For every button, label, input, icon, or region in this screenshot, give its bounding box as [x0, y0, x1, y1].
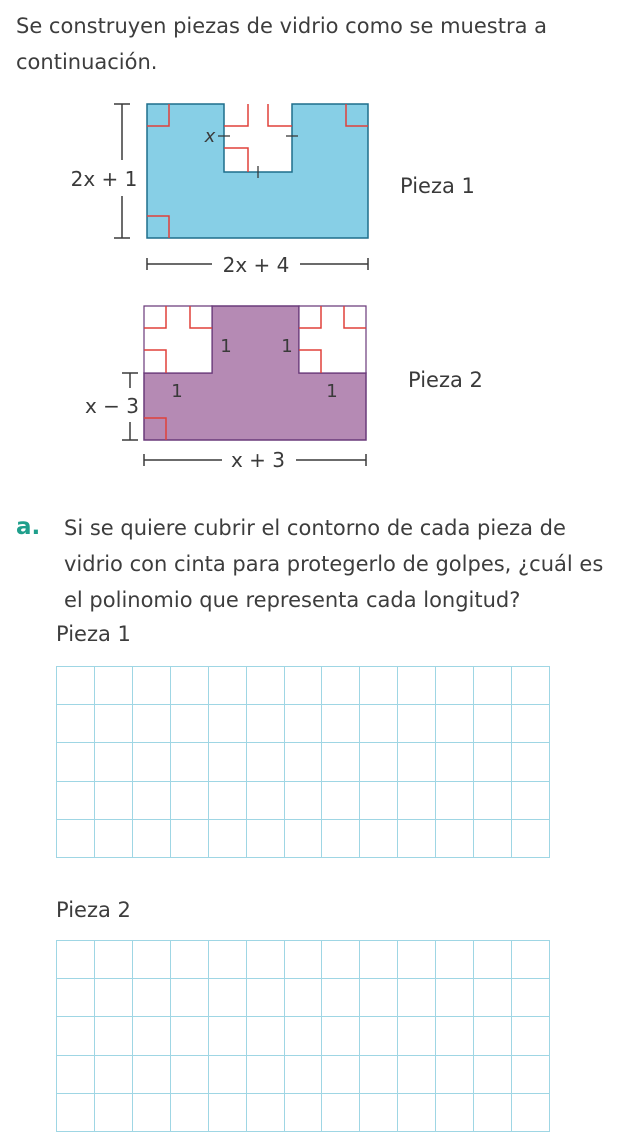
grid-cell[interactable]	[512, 820, 550, 858]
grid-cell[interactable]	[436, 941, 474, 979]
question-text: Si se quiere cubrir el contorno de cada pieza de vidrio con cinta para protegerlo de golpes, ¿cuál es el polinomio que representa cada longitud?	[64, 516, 604, 612]
grid-cell[interactable]	[247, 705, 285, 743]
grid-cell[interactable]	[247, 667, 285, 705]
grid-cell[interactable]	[512, 705, 550, 743]
grid-cell[interactable]	[285, 782, 323, 820]
grid-cell[interactable]	[512, 979, 550, 1017]
grid-cell[interactable]	[57, 1094, 95, 1132]
grid-cell[interactable]	[57, 820, 95, 858]
grid-cell[interactable]	[474, 1056, 512, 1094]
grid-cell[interactable]	[57, 743, 95, 781]
piece2-name: Pieza 2	[408, 368, 483, 392]
grid-cell[interactable]	[171, 1094, 209, 1132]
question-a	[16, 506, 606, 618]
grid-cell[interactable]	[95, 782, 133, 820]
answer-label-pieza1: Pieza 1	[56, 622, 131, 646]
grid-cell[interactable]	[322, 782, 360, 820]
figure	[0, 0, 619, 480]
piece2-left-notch	[144, 306, 212, 373]
grid-cell[interactable]	[285, 705, 323, 743]
grid-cell[interactable]	[436, 782, 474, 820]
grid-cell[interactable]	[285, 743, 323, 781]
grid-cell[interactable]	[209, 782, 247, 820]
grid-cell[interactable]	[57, 979, 95, 1017]
grid-cell[interactable]	[133, 820, 171, 858]
question-letter: a.	[16, 514, 41, 540]
piece2-side-label: 1	[220, 336, 232, 357]
grid-cell[interactable]	[474, 941, 512, 979]
grid-cell[interactable]	[57, 782, 95, 820]
grid-cell[interactable]	[322, 705, 360, 743]
grid-cell[interactable]	[247, 1094, 285, 1132]
grid-cell[interactable]	[398, 782, 436, 820]
grid-cell[interactable]	[285, 1056, 323, 1094]
grid-cell[interactable]	[512, 1017, 550, 1055]
grid-cell[interactable]	[512, 782, 550, 820]
piece1-width-label: 2x + 4	[222, 253, 290, 277]
grid-cell[interactable]	[209, 705, 247, 743]
grid-cell[interactable]	[322, 1056, 360, 1094]
grid-cell[interactable]	[57, 705, 95, 743]
grid-cell[interactable]	[171, 782, 209, 820]
grid-cell[interactable]	[171, 979, 209, 1017]
grid-cell[interactable]	[322, 743, 360, 781]
piece2-right-notch	[299, 306, 366, 373]
piece2-side-label: 1	[326, 381, 338, 402]
grid-cell[interactable]	[360, 979, 398, 1017]
grid-cell[interactable]	[360, 705, 398, 743]
grid-cell[interactable]	[133, 667, 171, 705]
grid-cell[interactable]	[57, 1056, 95, 1094]
grid-cell[interactable]	[474, 979, 512, 1017]
grid-cell[interactable]	[398, 743, 436, 781]
grid-cell[interactable]	[360, 1017, 398, 1055]
grid-cell[interactable]	[133, 1056, 171, 1094]
grid-cell[interactable]	[209, 667, 247, 705]
grid-cell[interactable]	[285, 1094, 323, 1132]
grid-cell[interactable]	[133, 941, 171, 979]
grid-cell[interactable]	[95, 820, 133, 858]
grid-cell[interactable]	[171, 1017, 209, 1055]
grid-cell[interactable]	[474, 743, 512, 781]
grid-cell[interactable]	[474, 1017, 512, 1055]
grid-cell[interactable]	[209, 820, 247, 858]
piece1-name: Pieza 1	[400, 174, 475, 198]
grid-cell[interactable]	[322, 1094, 360, 1132]
grid-cell[interactable]	[360, 1056, 398, 1094]
grid-cell[interactable]	[360, 1094, 398, 1132]
grid-cell[interactable]	[133, 743, 171, 781]
grid-cell[interactable]	[133, 705, 171, 743]
grid-cell[interactable]	[360, 782, 398, 820]
grid-cell[interactable]	[247, 782, 285, 820]
grid-cell[interactable]	[209, 941, 247, 979]
grid-cell[interactable]	[436, 1094, 474, 1132]
grid-cell[interactable]	[247, 820, 285, 858]
grid-cell[interactable]	[512, 743, 550, 781]
grid-cell[interactable]	[171, 743, 209, 781]
grid-cell[interactable]	[398, 1094, 436, 1132]
grid-cell[interactable]	[398, 667, 436, 705]
grid-cell[interactable]	[247, 979, 285, 1017]
piece2-height-label: x − 3	[84, 394, 140, 418]
grid-cell[interactable]	[436, 820, 474, 858]
grid-cell[interactable]	[133, 1094, 171, 1132]
grid-cell[interactable]	[436, 667, 474, 705]
grid-cell[interactable]	[171, 1056, 209, 1094]
grid-cell[interactable]	[57, 1017, 95, 1055]
grid-cell[interactable]	[322, 1017, 360, 1055]
grid-cell[interactable]	[171, 820, 209, 858]
grid-cell[interactable]	[209, 1094, 247, 1132]
piece1-notch-marks	[224, 104, 292, 172]
grid-cell[interactable]	[133, 979, 171, 1017]
grid-cell[interactable]	[95, 1017, 133, 1055]
grid-cell[interactable]	[474, 705, 512, 743]
grid-cell[interactable]	[360, 743, 398, 781]
grid-cell[interactable]	[285, 979, 323, 1017]
grid-cell[interactable]	[360, 667, 398, 705]
grid-cell[interactable]	[398, 941, 436, 979]
grid-cell[interactable]	[57, 941, 95, 979]
grid-cell[interactable]	[512, 667, 550, 705]
piece2-side-label: 1	[171, 381, 183, 402]
grid-cell[interactable]	[133, 1017, 171, 1055]
grid-cell[interactable]	[209, 743, 247, 781]
grid-cell[interactable]	[95, 1056, 133, 1094]
grid-cell[interactable]	[512, 1056, 550, 1094]
grid-cell[interactable]	[285, 941, 323, 979]
grid-cell[interactable]	[171, 705, 209, 743]
grid-cell[interactable]	[95, 1094, 133, 1132]
grid-cell[interactable]	[95, 705, 133, 743]
grid-cell[interactable]	[322, 667, 360, 705]
grid-cell[interactable]	[171, 667, 209, 705]
grid-cell[interactable]	[398, 1056, 436, 1094]
piece2-width-label: x + 3	[230, 448, 286, 472]
grid-cell[interactable]	[285, 820, 323, 858]
grid-cell[interactable]	[95, 667, 133, 705]
grid-cell[interactable]	[436, 705, 474, 743]
grid-cell[interactable]	[398, 820, 436, 858]
grid-cell[interactable]	[133, 782, 171, 820]
grid-cell[interactable]	[209, 1017, 247, 1055]
grid-cell[interactable]	[474, 667, 512, 705]
grid-cell[interactable]	[209, 1056, 247, 1094]
grid-cell[interactable]	[95, 979, 133, 1017]
grid-cell[interactable]	[512, 1094, 550, 1132]
grid-cell[interactable]	[398, 705, 436, 743]
grid-cell[interactable]	[322, 941, 360, 979]
answer-label-pieza2: Pieza 2	[56, 898, 131, 922]
grid-cell[interactable]	[285, 667, 323, 705]
grid-cell[interactable]	[512, 941, 550, 979]
grid-cell[interactable]	[247, 743, 285, 781]
piece1-height-label: 2x + 1	[70, 167, 138, 191]
grid-cell[interactable]	[436, 1056, 474, 1094]
grid-cell[interactable]	[247, 941, 285, 979]
grid-cell[interactable]	[209, 979, 247, 1017]
piece2-side-label: 1	[281, 336, 293, 357]
grid-cell[interactable]	[247, 1056, 285, 1094]
grid-cell[interactable]	[360, 941, 398, 979]
grid-cell[interactable]	[398, 1017, 436, 1055]
answer-grid-pieza2[interactable]	[56, 940, 550, 1132]
grid-cell[interactable]	[171, 941, 209, 979]
grid-cell[interactable]	[436, 743, 474, 781]
grid-cell[interactable]	[322, 979, 360, 1017]
answer-grid-pieza1[interactable]	[56, 666, 550, 858]
grid-cell[interactable]	[474, 1094, 512, 1132]
grid-cell[interactable]	[436, 979, 474, 1017]
piece1-notch-label: x	[204, 126, 216, 147]
grid-cell[interactable]	[247, 1017, 285, 1055]
grid-cell[interactable]	[95, 743, 133, 781]
grid-cell[interactable]	[95, 941, 133, 979]
grid-cell[interactable]	[474, 782, 512, 820]
grid-cell[interactable]	[436, 1017, 474, 1055]
grid-cell[interactable]	[360, 820, 398, 858]
intro-text: Se construyen piezas de vidrio como se muestra a continuación.	[16, 14, 547, 74]
grid-cell[interactable]	[398, 979, 436, 1017]
grid-cell[interactable]	[474, 820, 512, 858]
grid-cell[interactable]	[57, 667, 95, 705]
grid-cell[interactable]	[322, 820, 360, 858]
grid-cell[interactable]	[285, 1017, 323, 1055]
